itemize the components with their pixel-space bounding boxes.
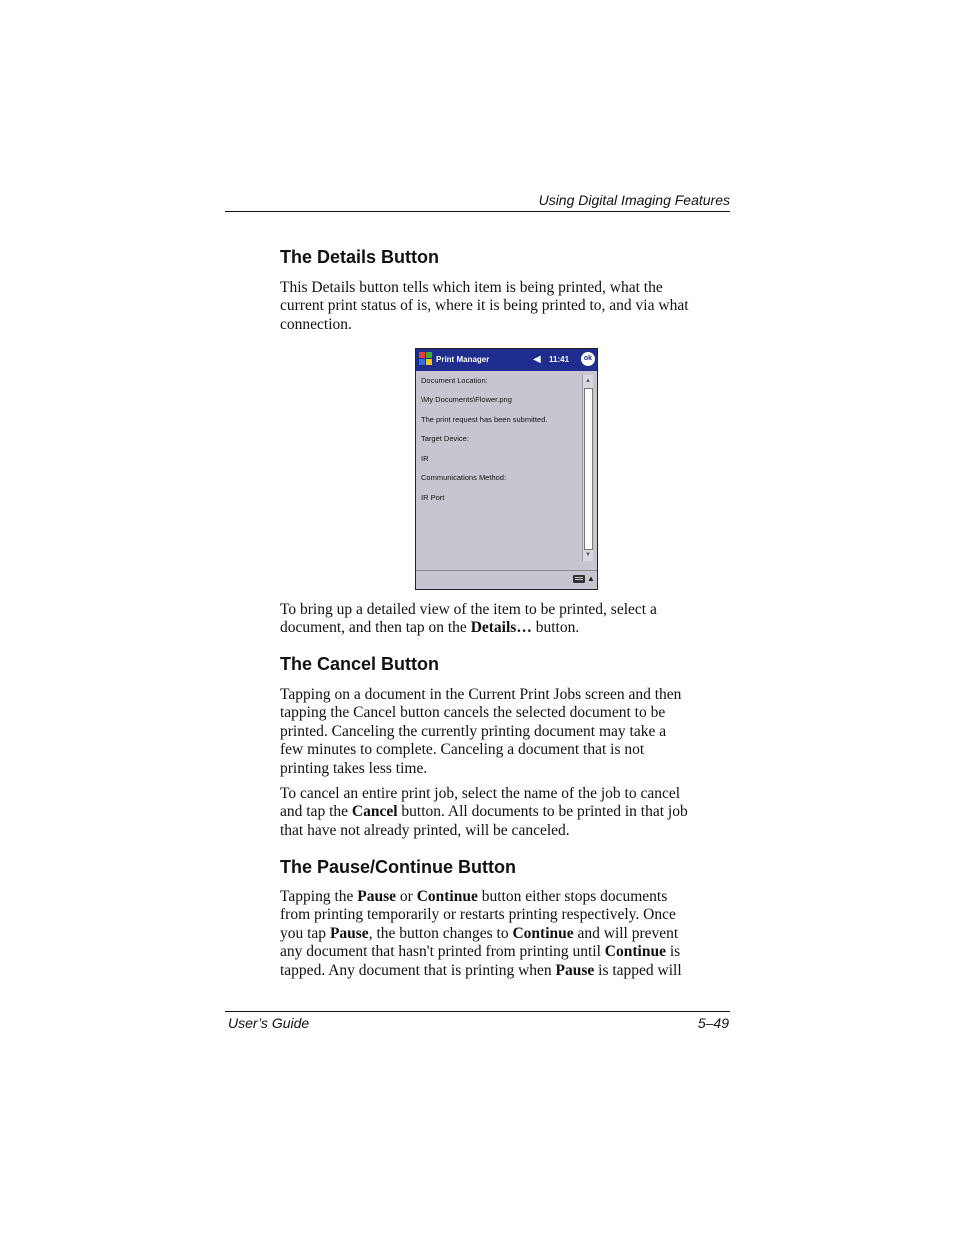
text-line: current print status of is, where it is being printed to, and via what — [280, 297, 689, 315]
detail-line: The print request has been submitted. — [421, 415, 548, 424]
text-run: button either stops documents — [477, 888, 668, 905]
detail-line: IR — [421, 454, 429, 463]
bold-text: Pause — [555, 961, 595, 979]
text-line: Tapping on a document in the Current Print Jobs screen and then — [280, 686, 682, 703]
footer-rule — [225, 1011, 730, 1012]
detail-line: \My Documents\Flower.png — [421, 395, 512, 404]
detail-line: Communications Method: — [421, 473, 507, 482]
text-run: any document that hasn't printed from printing until — [280, 943, 605, 961]
details-paragraph-2 — [280, 601, 730, 638]
keyboard-icon[interactable] — [573, 575, 585, 583]
windows-start-icon[interactable] — [419, 352, 433, 366]
text-run: document, and then tap on the — [280, 619, 471, 637]
text-run: is — [665, 943, 681, 961]
bold-text: Continue — [604, 943, 666, 961]
detail-line: IR Port — [421, 493, 445, 502]
scroll-down-icon[interactable]: ▼ — [585, 552, 591, 558]
detail-line: Document Location: — [421, 376, 488, 385]
running-header: Using Digital Imaging Features — [538, 192, 730, 208]
heading-pause-continue-button: The Pause/Continue Button — [280, 857, 516, 877]
text-run: Tapping the — [280, 888, 358, 905]
text-run: is tapped will — [594, 961, 682, 979]
text-line: that have not already printed, will be canceled. — [280, 821, 570, 839]
scroll-up-icon[interactable]: ▲ — [585, 378, 591, 384]
cancel-paragraph-2 — [280, 785, 730, 840]
text-line: To cancel an entire print job, select the name of the job to cancel — [280, 785, 681, 802]
text-line: tapping the Cancel button cancels the selected document to be — [280, 704, 666, 722]
text-line: connection. — [280, 315, 352, 333]
page-number: 5–49 — [697, 1015, 729, 1031]
heading-details-button: The Details Button — [280, 247, 440, 267]
text-run: and will prevent — [573, 924, 679, 942]
ok-button[interactable]: ok — [581, 352, 595, 366]
details-content — [420, 375, 582, 561]
clock[interactable]: 11:41 — [549, 355, 570, 364]
title-bar — [416, 349, 597, 371]
pause-paragraph — [280, 888, 730, 980]
bold-text: Pause — [357, 888, 397, 905]
text-run: tapped. Any document that is printing when — [280, 961, 556, 979]
scroll-thumb[interactable] — [584, 388, 593, 550]
print-manager-screenshot — [415, 348, 598, 590]
header-rule — [225, 211, 730, 212]
text-run: , the button changes to — [368, 924, 513, 942]
footer-title: User’s Guide — [228, 1015, 310, 1031]
text-line: To bring up a detailed view of the item to be printed, select a — [280, 601, 657, 618]
text-run: button. — [531, 619, 580, 637]
detail-line: Target Device: — [421, 434, 469, 443]
text-run: button. All documents to be printed in that job — [397, 803, 688, 821]
cancel-paragraph-1 — [280, 686, 730, 778]
sip-arrow-icon[interactable]: ▲ — [587, 574, 595, 583]
bold-text: Continue — [512, 924, 574, 942]
speaker-icon[interactable]: ◀︎ — [533, 354, 541, 365]
app-title: Print Manager — [436, 355, 490, 364]
bold-text: Continue — [416, 888, 478, 905]
text-line: few minutes to complete. Canceling a document that is not — [280, 741, 645, 759]
text-line: from printing temporarily or restarts printing respectively. Once — [280, 906, 676, 924]
text-line: printed. Canceling the currently printing document may take a — [280, 722, 667, 740]
scrollbar[interactable] — [582, 375, 593, 561]
bold-text: Cancel — [351, 803, 398, 821]
text-run: and tap the — [280, 803, 352, 821]
bold-text: Pause — [329, 924, 369, 942]
bold-text: Details… — [470, 619, 532, 637]
text-run: you tap — [280, 924, 330, 942]
heading-cancel-button: The Cancel Button — [280, 654, 440, 674]
details-paragraph-1 — [280, 279, 730, 334]
menu-bar — [416, 570, 597, 589]
text-run: or — [396, 888, 417, 905]
text-line: This Details button tells which item is being printed, what the — [280, 279, 663, 296]
text-line: printing takes less time. — [280, 759, 428, 777]
